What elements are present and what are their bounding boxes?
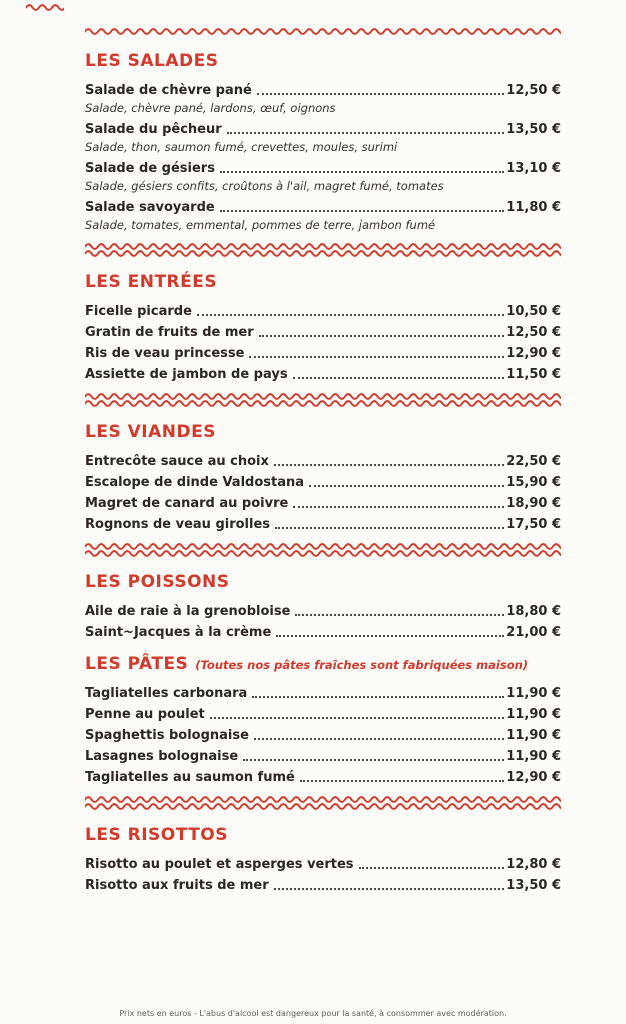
item-price: 11,50 € [506,367,561,382]
menu-section [85,51,561,258]
section-subtitle: (Toutes nos pâtes fraîches sont fabriquées maison) [195,658,529,672]
wavy-divider [85,795,561,811]
section-items [85,857,561,893]
dotted-leader [220,210,505,212]
item-name: Tagliatelles au saumon fumé [85,770,295,785]
menu-item [85,604,561,619]
menu-section [85,422,561,558]
menu-item-row [85,707,561,722]
menu-item [85,200,561,232]
item-name: Salade savoyarde [85,200,215,215]
corner-wavy-line [26,2,64,13]
dotted-leader [220,171,504,173]
item-price: 12,90 € [506,770,561,785]
item-name: Risotto aux fruits de mer [85,878,269,893]
item-name: Tagliatelles carbonara [85,686,248,701]
menu-item-row [85,857,561,872]
item-price: 10,50 € [506,304,561,319]
item-price: 11,80 € [506,200,561,215]
section-title [85,825,561,845]
dotted-leader [257,93,504,95]
item-price: 12,50 € [506,83,561,98]
menu-item-row [85,625,561,640]
menu-item [85,770,561,785]
wavy-divider [85,542,561,558]
menu-item [85,749,561,764]
item-price: 13,50 € [506,122,561,137]
dotted-leader [197,314,504,316]
dotted-leader [293,506,504,508]
dotted-leader [275,527,504,529]
dotted-leader [300,780,504,782]
menu-item-row [85,367,561,382]
top-wavy-divider [85,26,561,37]
menu-item [85,496,561,511]
dotted-leader [274,464,504,466]
menu-item-row [85,475,561,490]
section-title [85,572,561,592]
item-name: Entrecôte sauce au choix [85,454,269,469]
item-price: 17,50 € [506,517,561,532]
item-name: Saint~Jacques à la crème [85,625,272,640]
menu-item-row [85,122,561,137]
dotted-leader [210,717,505,719]
section-title-text: LES SALADES [85,51,219,71]
menu-section [85,825,561,893]
section-title [85,272,561,292]
item-name: Rognons de veau girolles [85,517,271,532]
menu-item-row [85,161,561,176]
menu-sections [85,51,561,893]
section-title-text: LES RISOTTOS [85,825,228,845]
item-price: 18,80 € [506,604,561,619]
menu-item [85,454,561,469]
menu-item [85,325,561,340]
section-title [85,51,561,71]
item-name: Spaghettis bolognaise [85,728,249,743]
menu-item-row [85,770,561,785]
menu-item-row [85,454,561,469]
item-name: Lasagnes bolognaise [85,749,239,764]
dotted-leader [227,132,505,134]
dotted-leader [243,759,504,761]
menu-item-row [85,878,561,893]
menu-item-row [85,304,561,319]
menu-item [85,475,561,490]
item-price: 18,90 € [506,496,561,511]
menu-item-row [85,83,561,98]
item-price: 11,90 € [506,686,561,701]
item-price: 12,90 € [506,346,561,361]
item-name: Ris de veau princesse [85,346,245,361]
item-name: Salade de chèvre pané [85,83,252,98]
menu-section [85,272,561,408]
section-title-text: LES VIANDES [85,422,216,442]
item-description: Salade, chèvre pané, lardons, œuf, oignons [85,101,336,115]
item-name: Ficelle picarde [85,304,192,319]
dotted-leader [359,867,505,869]
menu-item-row [85,346,561,361]
item-price: 12,80 € [506,857,561,872]
item-price: 12,50 € [506,325,561,340]
item-name: Assiette de jambon de pays [85,367,288,382]
dotted-leader [274,888,505,890]
menu-item [85,161,561,193]
wavy-divider [85,392,561,408]
section-items [85,604,561,640]
menu-item [85,857,561,872]
section-title [85,422,561,442]
menu-item-row [85,496,561,511]
item-description: Salade, gésiers confits, croûtons à l'ail, magret fumé, tomates [85,179,444,193]
menu-item [85,367,561,382]
menu-item-row [85,325,561,340]
item-name: Magret de canard au poivre [85,496,289,511]
menu-item [85,346,561,361]
dotted-leader [254,738,504,740]
item-name: Penne au poulet [85,707,205,722]
item-price: 13,10 € [506,161,561,176]
menu-item-row [85,749,561,764]
menu-item-row [85,200,561,215]
item-name: Salade de gésiers [85,161,215,176]
menu-item [85,304,561,319]
menu-item-row [85,686,561,701]
item-price: 21,00 € [506,625,561,640]
dotted-leader [259,335,505,337]
section-items [85,304,561,382]
section-items [85,454,561,532]
item-description: Salade, thon, saumon fumé, crevettes, moules, surimi [85,140,398,154]
menu-item [85,625,561,640]
menu-section [85,572,561,640]
item-description: Salade, tomates, emmental, pommes de terre, jambon fumé [85,218,436,232]
menu-content [85,26,561,899]
item-name: Gratin de fruits de mer [85,325,254,340]
item-price: 22,50 € [506,454,561,469]
section-title-text: LES POISSONS [85,572,230,592]
dotted-leader [309,485,504,487]
section-title-text: LES ENTRÉES [85,272,218,292]
menu-section [85,654,561,811]
dotted-leader [295,614,504,616]
section-title-text: LES PÂTES [85,654,189,674]
dotted-leader [276,635,504,637]
item-name: Aile de raie à la grenobloise [85,604,291,619]
menu-item [85,517,561,532]
menu-item [85,83,561,115]
menu-item-row [85,517,561,532]
item-price: 11,90 € [506,749,561,764]
menu-item-row [85,604,561,619]
menu-item-row [85,728,561,743]
dotted-leader [249,356,504,358]
item-name: Salade du pêcheur [85,122,222,137]
section-title [85,654,561,674]
item-name: Risotto au poulet et asperges vertes [85,857,354,872]
dotted-leader [293,377,505,379]
menu-item [85,122,561,154]
item-price: 15,90 € [506,475,561,490]
menu-item [85,686,561,701]
menu-item [85,728,561,743]
item-price: 13,50 € [506,878,561,893]
menu-item [85,878,561,893]
dotted-leader [252,696,504,698]
section-items [85,83,561,232]
item-price: 11,90 € [506,707,561,722]
section-items [85,686,561,785]
menu-item [85,707,561,722]
footer-note: Prix nets en euros - L'abus d'alcool est dangereux pour la santé, à consommer avec modération. [119,1009,507,1018]
wavy-divider [85,242,561,258]
item-name: Escalope de dinde Valdostana [85,475,305,490]
item-price: 11,90 € [506,728,561,743]
